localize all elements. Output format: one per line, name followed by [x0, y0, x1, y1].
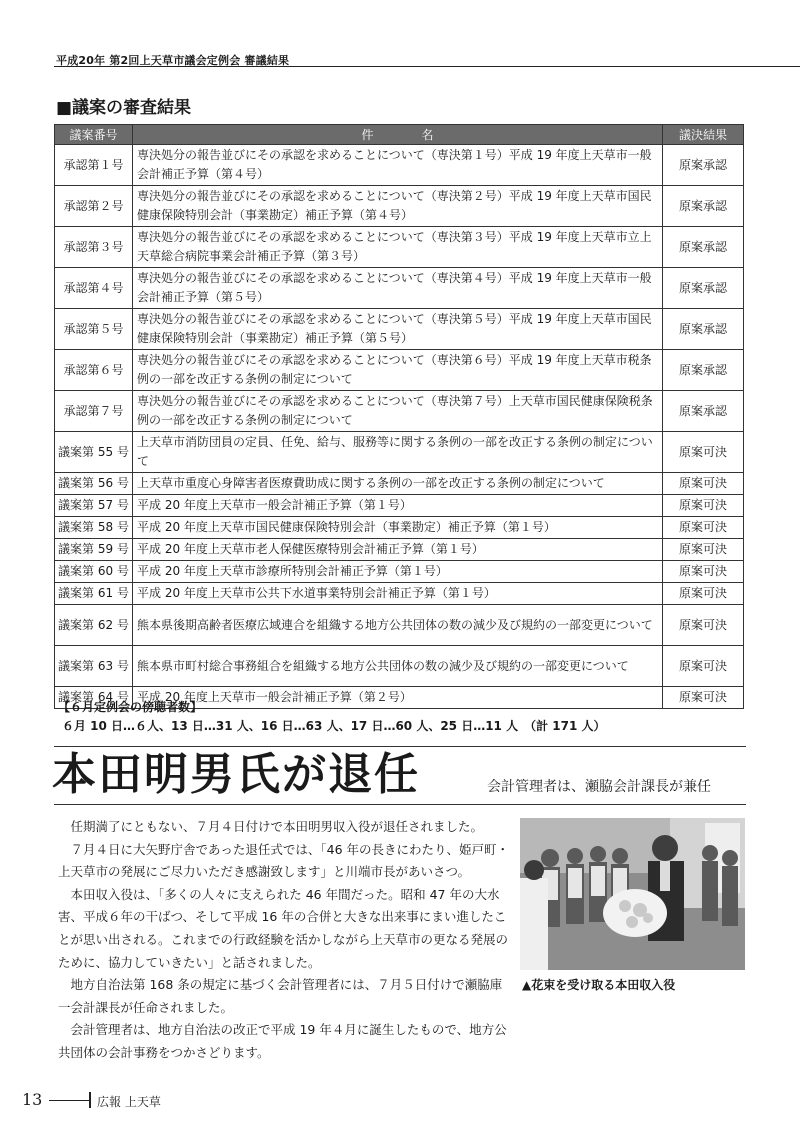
ceremony-photo	[520, 818, 745, 970]
bill-result-cell: 原案承認	[663, 391, 744, 432]
bill-number-cell: 議案第 59 号	[55, 539, 133, 561]
bill-name-cell: 上天草市重度心身障害者医療費助成に関する条例の一部を改正する条例の制定について	[133, 473, 663, 495]
bill-number-cell: 議案第 56 号	[55, 473, 133, 495]
table-row	[55, 605, 744, 646]
bill-name-cell: 専決処分の報告並びにその承認を求めることについて（専決第６号）平成 19 年度上天草市税条例の一部を改正する条例の制定について	[133, 350, 663, 391]
bill-name-cell: 平成 20 年度上天草市一般会計補正予算（第１号）	[133, 495, 663, 517]
bill-name-cell: 平成 20 年度上天草市老人保健医療特別会計補正予算（第１号）	[133, 539, 663, 561]
footer-separator	[89, 1092, 91, 1108]
photo-caption: ▲花束を受け取る本田収入役	[522, 978, 676, 992]
article-subtitle: 会計管理者は、瀬脇会計課長が兼任	[487, 779, 711, 795]
bill-results-table	[54, 124, 744, 709]
bill-result-cell: 原案可決	[663, 646, 744, 687]
running-header: 平成20年 第2回上天草市議会定例会 審議結果	[56, 54, 290, 67]
article-top-divider	[54, 746, 746, 747]
header-divider	[54, 66, 800, 67]
bill-result-cell: 原案可決	[663, 605, 744, 646]
table-row	[55, 186, 744, 227]
article-paragraph: 会計管理者は、地方自治法の改正で平成 19 年４月に誕生したもので、地方公共団体の会計事務をつかさどります。	[58, 1022, 507, 1060]
bill-name-cell: 平成 20 年度上天草市診療所特別会計補正予算（第１号）	[133, 561, 663, 583]
page-number: 13	[22, 1090, 43, 1109]
bill-number-cell: 議案第 62 号	[55, 605, 133, 646]
table-header-row	[55, 125, 744, 145]
bill-name-cell: 平成 20 年度上天草市一般会計補正予算（第２号）	[133, 687, 663, 709]
bill-result-cell: 原案可決	[663, 495, 744, 517]
audience-title: 【６月定例会の傍聴者数】	[58, 700, 203, 714]
header-bill-number: 議案番号	[55, 125, 133, 145]
article-title: 本田明男氏が退任	[52, 749, 420, 800]
ceremony-photo-illustration	[520, 818, 745, 970]
bill-name-cell: 専決処分の報告並びにその承認を求めることについて（専決第５号）平成 19 年度上天草市国民健康保険特別会計（事業勘定）補正予算（第５号）	[133, 309, 663, 350]
bill-number-cell: 議案第 55 号	[55, 432, 133, 473]
table-row	[55, 517, 744, 539]
bill-number-cell: 議案第 58 号	[55, 517, 133, 539]
table-body	[55, 145, 744, 709]
bill-number-cell: 議案第 61 号	[55, 583, 133, 605]
bill-name-cell: 上天草市消防団員の定員、任免、給与、服務等に関する条例の一部を改正する条例の制定について	[133, 432, 663, 473]
table-row	[55, 268, 744, 309]
article-paragraph: 地方自治法第 168 条の規定に基づく会計管理者には、７月５日付けで瀬脇庫一会計課長が任命されました。	[58, 977, 503, 1015]
bill-name-cell: 専決処分の報告並びにその承認を求めることについて（専決第３号）平成 19 年度上天草市立上天草総合病院事業会計補正予算（第３号）	[133, 227, 663, 268]
bill-result-cell: 原案承認	[663, 145, 744, 186]
article-paragraph: ７月４日に大矢野庁舎であった退任式では、「46 年の長きにわたり、姫戸町・上天草市の発展にご尽力いただき感謝致します」と川端市長があいさつ。	[58, 841, 510, 880]
bill-result-cell: 原案可決	[663, 583, 744, 605]
section-title: ■議案の審査結果	[56, 98, 192, 118]
bill-number-cell: 承認第６号	[55, 350, 133, 391]
bill-name-cell: 専決処分の報告並びにその承認を求めることについて（専決第４号）平成 19 年度上天草市一般会計補正予算（第５号）	[133, 268, 663, 309]
bill-number-cell: 承認第１号	[55, 145, 133, 186]
bill-result-cell: 原案承認	[663, 350, 744, 391]
publication-name: 広報 上天草	[97, 1095, 161, 1109]
bill-name-cell: 平成 20 年度上天草市国民健康保険特別会計（事業勘定）補正予算（第１号）	[133, 517, 663, 539]
table-row	[55, 539, 744, 561]
bill-result-cell: 原案可決	[663, 539, 744, 561]
table-row	[55, 646, 744, 687]
table-row	[55, 473, 744, 495]
bill-name-cell: 熊本県後期高齢者医療広域連合を組織する地方公共団体の数の減少及び規約の一部変更について	[133, 605, 663, 646]
audience-counts: ６月 10 日…６人、13 日…31 人、16 日…63 人、17 日…60 人、25 日…11 人 （計 171 人）	[62, 719, 606, 733]
bill-result-cell: 原案可決	[663, 517, 744, 539]
header-result: 議決結果	[663, 125, 744, 145]
table-row	[55, 145, 744, 186]
article-title-divider	[54, 804, 746, 805]
bill-name-cell: 熊本県市町村総合事務組合を組織する地方公共団体の数の減少及び規約の一部変更について	[133, 646, 663, 687]
table-row	[55, 391, 744, 432]
table-row	[55, 583, 744, 605]
bill-name-cell: 専決処分の報告並びにその承認を求めることについて（専決第７号）上天草市国民健康保険税条例の一部を改正する条例の制定について	[133, 391, 663, 432]
bill-number-cell: 承認第５号	[55, 309, 133, 350]
bill-result-cell: 原案可決	[663, 561, 744, 583]
bill-name-cell: 専決処分の報告並びにその承認を求めることについて（専決第１号）平成 19 年度上天草市一般会計補正予算（第４号）	[133, 145, 663, 186]
table-row	[55, 495, 744, 517]
bill-number-cell: 議案第 64 号	[55, 687, 133, 709]
bill-result-cell: 原案可決	[663, 473, 744, 495]
bill-name-cell: 平成 20 年度上天草市公共下水道事業特別会計補正予算（第１号）	[133, 583, 663, 605]
footer-rule	[49, 1100, 89, 1101]
bill-result-cell: 原案承認	[663, 268, 744, 309]
bill-number-cell: 承認第７号	[55, 391, 133, 432]
header-bill-name: 件 名	[133, 125, 663, 145]
table-row	[55, 309, 744, 350]
article-body	[58, 816, 510, 1065]
bill-number-cell: 議案第 63 号	[55, 646, 133, 687]
bill-name-cell: 専決処分の報告並びにその承認を求めることについて（専決第２号）平成 19 年度上天草市国民健康保険特別会計（事業勘定）補正予算（第４号）	[133, 186, 663, 227]
article-paragraph: 本田収入役は、「多くの人々に支えられた 46 年間だった。昭和 47 年の大水害、平成６年の干ばつ、そして平成 16 年の合併と大きな出来事にまい進したことが思い出される。これまでの行政経験を活かしながら上天草市の更なる発展のために、協力していきたい」と話されました。	[58, 886, 509, 970]
bill-result-cell: 原案承認	[663, 186, 744, 227]
table-row	[55, 227, 744, 268]
bill-result-cell: 原案承認	[663, 309, 744, 350]
bill-number-cell: 承認第４号	[55, 268, 133, 309]
table-row	[55, 561, 744, 583]
bill-number-cell: 承認第２号	[55, 186, 133, 227]
table-row	[55, 350, 744, 391]
bill-result-cell: 原案可決	[663, 432, 744, 473]
bill-result-cell: 原案可決	[663, 687, 744, 709]
bill-number-cell: 承認第３号	[55, 227, 133, 268]
bill-number-cell: 議案第 57 号	[55, 495, 133, 517]
article-paragraph: 任期満了にともない、７月４日付けで本田明男収入役が退任されました。	[70, 819, 484, 834]
bill-number-cell: 議案第 60 号	[55, 561, 133, 583]
table-row	[55, 432, 744, 473]
bill-result-cell: 原案承認	[663, 227, 744, 268]
